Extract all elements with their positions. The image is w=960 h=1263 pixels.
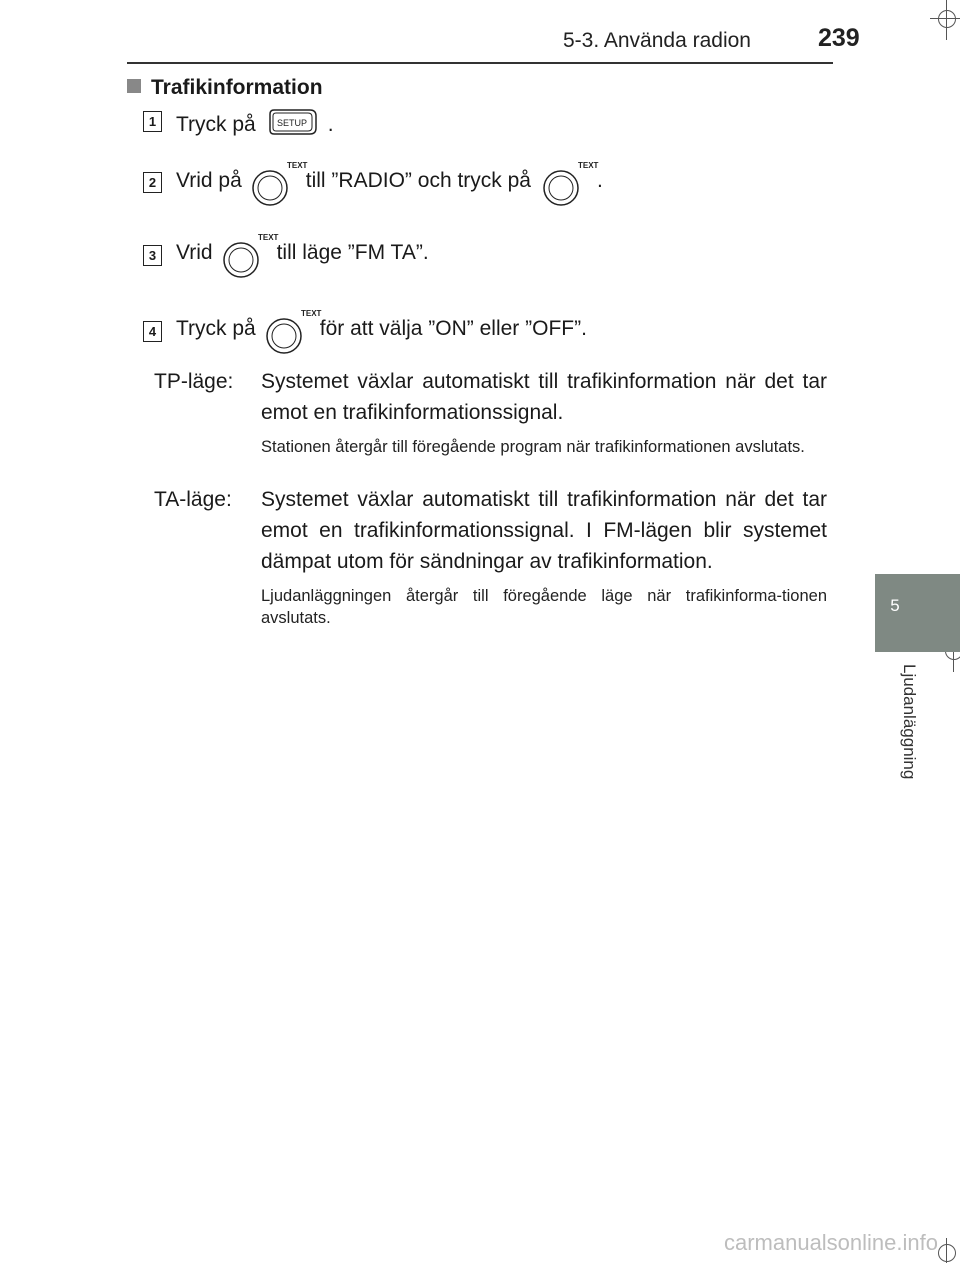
- step-1-text-pre: Tryck på: [176, 113, 256, 136]
- footer-watermark: carmanualsonline.info: [723, 1230, 938, 1255]
- step-number-3: 3: [143, 245, 162, 266]
- step-3-text-mid: till läge ”FM TA”.: [276, 241, 429, 264]
- tune-knob-icon: [250, 161, 308, 200]
- header-section-title: 5-3. Använda radion: [563, 29, 751, 52]
- step-4-text-mid: för att välja ”ON” eller ”OFF”.: [319, 317, 587, 340]
- ta-mode-label: TA-läge:: [154, 488, 232, 511]
- step-4: [176, 310, 587, 348]
- knob-label: TEXT: [286, 161, 308, 170]
- header-rule: [127, 62, 833, 64]
- step-3: [176, 234, 429, 272]
- section-bullet-square: [127, 79, 141, 93]
- crop-mark-top-right: [930, 0, 960, 40]
- tune-knob-icon: [264, 309, 322, 348]
- section-heading: [127, 76, 323, 100]
- knob-label: TEXT: [257, 233, 279, 242]
- step-2-text-pre: Vrid på: [176, 169, 242, 192]
- section-title: Trafikinformation: [151, 76, 323, 99]
- setup-button-icon: [266, 108, 318, 142]
- ta-mode-description: Systemet växlar automatiskt till trafikinformation när det tar emot en trafikinformationssignal. I FM-lägen blir systemet dämpat utom för sändningar av trafikinformation.: [261, 488, 827, 573]
- tune-knob-icon: [541, 161, 599, 200]
- step-1: [176, 108, 334, 142]
- step-number-4: 4: [143, 321, 162, 342]
- step-2-text-post: .: [596, 169, 603, 192]
- step-number-1: 1: [143, 111, 162, 132]
- page-number: 239: [818, 24, 860, 52]
- step-number-2: 2: [143, 172, 162, 193]
- setup-icon-label: SETUP: [276, 118, 307, 128]
- step-4-text-pre: Tryck på: [176, 317, 256, 340]
- ta-mode-note: Ljudanläggningen återgår till föregående läge när trafikinforma-tionen avslutats.: [261, 587, 827, 627]
- step-1-text-mid: .: [327, 113, 334, 136]
- tune-knob-icon: [221, 233, 279, 272]
- tp-mode-label: TP-läge:: [154, 370, 234, 393]
- knob-label: TEXT: [300, 309, 322, 318]
- chapter-number: 5: [890, 596, 900, 615]
- step-3-text-pre: Vrid: [176, 241, 213, 264]
- tp-mode-description: Systemet växlar automatiskt till trafikinformation när det tar emot en trafikinformationssignal.: [261, 370, 827, 424]
- step-2: [176, 162, 603, 200]
- step-2-text-mid: till ”RADIO” och tryck på: [305, 169, 531, 192]
- knob-label: TEXT: [577, 161, 599, 170]
- chapter-title: Ljudanläggning: [900, 664, 919, 780]
- tp-mode-note: Stationen återgår till föregående program när trafikinformationen avslutats.: [261, 438, 805, 456]
